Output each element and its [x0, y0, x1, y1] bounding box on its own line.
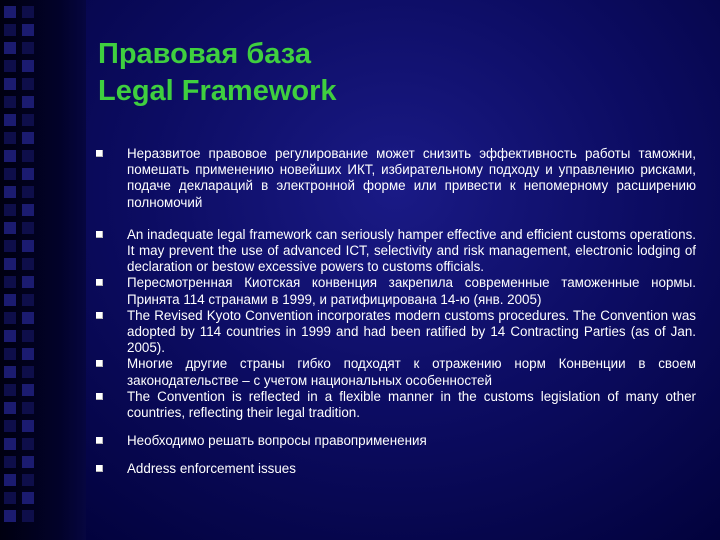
square-bullet-icon: [96, 393, 103, 400]
title-line-english: Legal Framework: [98, 75, 337, 107]
bullet-text: Необходимо решать вопросы правоприменения: [127, 433, 427, 449]
checker-pattern: [4, 6, 34, 536]
bullet-text: Address enforcement issues: [127, 461, 296, 477]
bullet-list: [96, 146, 696, 478]
bullet-text: The Revised Kyoto Convention incorporates modern customs procedures. The Convention was adopted by 114 countries in 1999 and had been ratified by 14 Contracting Parties (as of Jan. 2005).: [127, 307, 696, 356]
bullet-text: Неразвитое правовое регулирование может снизить эффективность работы таможни, помешать применению новейших ИКТ, избирательному подходу и управлению рисками, подаче деклараций в электронной форме или привести к непомерному расширению полномочий: [127, 146, 696, 210]
square-bullet-icon: [96, 231, 103, 238]
square-bullet-icon: [96, 437, 103, 444]
title-line-russian: Правовая база: [98, 38, 311, 70]
bullet-item: [96, 308, 696, 357]
square-bullet-icon: [96, 312, 103, 319]
bullet-item: [96, 275, 696, 307]
square-bullet-icon: [96, 150, 103, 157]
square-bullet-icon: [96, 279, 103, 286]
bullet-text: An inadequate legal framework can seriously hamper effective and efficient customs operations. It may prevent the use of advanced ICT, selectivity and risk management, electronic lodging of declaration or bestow excessive powers to customs officials.: [127, 226, 696, 275]
bullet-text: The Convention is reflected in a flexible manner in the customs legislation of many other countries, reflecting their legal tradition.: [127, 388, 696, 421]
bullet-item: [96, 389, 696, 421]
left-decorative-strip: [0, 0, 86, 540]
bullet-item: [96, 461, 696, 477]
bullet-item: [96, 433, 696, 449]
square-bullet-icon: [96, 465, 103, 472]
bullet-item: [96, 356, 696, 388]
slide-title: [98, 36, 337, 110]
square-bullet-icon: [96, 360, 103, 367]
bullet-text: Пересмотренная Киотская конвенция закрепила современные таможенные нормы. Принята 114 странами в 1999, и ратифицирована 14-ю (янв. 2005): [127, 275, 696, 307]
bullet-item: [96, 227, 696, 276]
bullet-item: [96, 146, 696, 211]
bullet-text: Многие другие страны гибко подходят к отражению норм Конвенции в своем законодательстве – с учетом национальных особенностей: [127, 356, 696, 388]
